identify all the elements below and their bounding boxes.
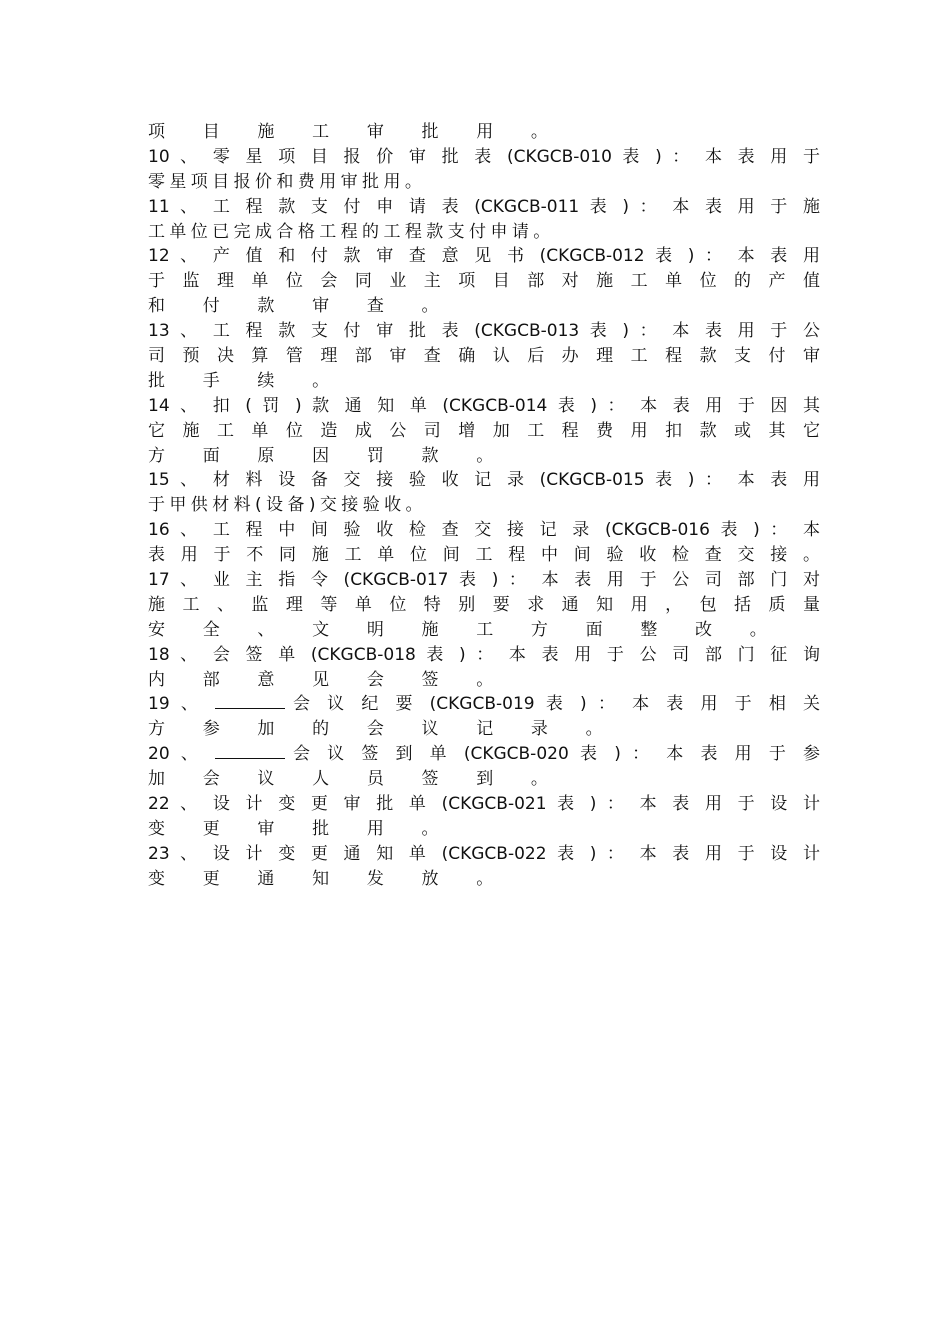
text-line bbox=[148, 767, 820, 792]
text-line bbox=[148, 394, 820, 419]
fill-in-blank bbox=[215, 742, 285, 759]
text-line bbox=[148, 244, 820, 269]
line-text: 变 更 通 知 发 放 。 bbox=[148, 868, 510, 889]
text-line bbox=[148, 493, 820, 518]
text-line bbox=[148, 643, 820, 668]
line-text: 方 参 加 的 会 议 记 录 。 bbox=[148, 719, 619, 740]
line-text: 18 、 会 签 单 (CKGCB-018 表 ) ： 本 表 用 于 公 司 部 门 征 询 bbox=[148, 644, 820, 665]
line-text: 15 、 材 料 设 备 交 接 验 收 记 录 (CKGCB-015 表 ) ： 本 表 用 bbox=[148, 470, 820, 491]
line-text: 13 、 工 程 款 支 付 审 批 表 (CKGCB-013 表 ) ： 本 表 用 于 公 bbox=[148, 321, 820, 342]
line-text: 批 手 续 。 bbox=[148, 370, 346, 391]
text-line bbox=[148, 468, 820, 493]
text-line bbox=[148, 294, 820, 319]
document-body bbox=[148, 120, 820, 892]
line-text: 表 用 于 不 同 施 工 单 位 间 工 程 中 间 验 收 检 查 交 接 。 bbox=[148, 545, 820, 566]
text-line bbox=[148, 269, 820, 294]
text-line bbox=[148, 742, 820, 767]
line-text: 安 全 、 文 明 施 工 方 面 整 改 。 bbox=[148, 619, 783, 640]
line-text: 16 、 工 程 中 间 验 收 检 查 交 接 记 录 (CKGCB-016 表 ) ： 本 bbox=[148, 520, 820, 541]
line-text: 它 施 工 单 位 造 成 公 司 增 加 工 程 费 用 扣 款 或 其 它 bbox=[148, 420, 820, 441]
line-text: 工 单 位 已 完 成 合 格 工 程 的 工 程 款 支 付 申 请 。 bbox=[148, 221, 550, 242]
line-text: 10 、 零 星 项 目 报 价 审 批 表 (CKGCB-010 表 ) ： 本 表 用 于 bbox=[148, 146, 820, 167]
text-line bbox=[148, 717, 820, 742]
text-line bbox=[148, 369, 820, 394]
text-line bbox=[148, 319, 820, 344]
text-line bbox=[148, 170, 820, 195]
text-line bbox=[148, 444, 820, 469]
text-line bbox=[148, 145, 820, 170]
fill-in-blank bbox=[215, 692, 285, 709]
text-line bbox=[148, 344, 820, 369]
line-text: 14 、 扣 ( 罚 ) 款 通 知 单 (CKGCB-014 表 ) ： 本 表 用 于 因 其 bbox=[148, 395, 820, 416]
line-text: 于 监 理 单 位 会 同 业 主 项 目 部 对 施 工 单 位 的 产 值 bbox=[148, 271, 820, 292]
text-line bbox=[148, 195, 820, 220]
text-line bbox=[148, 817, 820, 842]
item-number: 20 、 bbox=[148, 744, 216, 765]
text-line bbox=[148, 692, 820, 717]
line-text: 23 、 设 计 变 更 通 知 单 (CKGCB-022 表 ) ： 本 表 用 于 设 计 bbox=[148, 843, 820, 864]
text-line bbox=[148, 842, 820, 867]
line-text: 于 甲 供 材 料 ( 设 备 ) 交 接 验 收 。 bbox=[148, 495, 423, 516]
line-text: 变 更 审 批 用 。 bbox=[148, 818, 455, 839]
line-text: 内 部 意 见 会 签 。 bbox=[148, 669, 510, 690]
line-text: 22 、 设 计 变 更 审 批 单 (CKGCB-021 表 ) ： 本 表 用 于 设 计 bbox=[148, 794, 820, 815]
line-text: 施 工 、 监 理 等 单 位 特 别 要 求 通 知 用 ， 包 括 质 量 bbox=[148, 594, 820, 615]
text-line bbox=[148, 668, 820, 693]
line-text: 加 会 议 人 员 签 到 。 bbox=[148, 769, 565, 790]
line-text: 项 目 施 工 审 批 用 。 bbox=[148, 122, 565, 142]
text-line bbox=[148, 792, 820, 817]
text-line bbox=[148, 618, 820, 643]
item-number: 19 、 bbox=[148, 694, 216, 715]
line-text: 会 议 纪 要 (CKGCB-019 表 ) ： 本 表 用 于 相 关 bbox=[287, 694, 820, 715]
text-line bbox=[148, 568, 820, 593]
text-line bbox=[148, 220, 820, 245]
text-line bbox=[148, 120, 820, 145]
text-line bbox=[148, 867, 820, 892]
text-line bbox=[148, 593, 820, 618]
line-text: 零 星 项 目 报 价 和 费 用 审 批 用 。 bbox=[148, 171, 422, 192]
line-text: 会 议 签 到 单 (CKGCB-020 表 ) ： 本 表 用 于 参 bbox=[287, 744, 820, 765]
line-text: 方 面 原 因 罚 款 。 bbox=[148, 445, 510, 466]
line-text: 12 、 产 值 和 付 款 审 查 意 见 书 (CKGCB-012 表 ) ： 本 表 用 bbox=[148, 246, 820, 267]
line-text: 17 、 业 主 指 令 (CKGCB-017 表 ) ： 本 表 用 于 公 司 部 门 对 bbox=[148, 570, 820, 591]
text-line bbox=[148, 419, 820, 444]
line-text: 和 付 款 审 查 。 bbox=[148, 296, 455, 317]
line-text: 司 预 决 算 管 理 部 审 查 确 认 后 办 理 工 程 款 支 付 审 bbox=[148, 346, 820, 367]
line-text: 11 、 工 程 款 支 付 申 请 表 (CKGCB-011 表 ) ： 本 表 用 于 施 bbox=[148, 196, 820, 217]
text-line bbox=[148, 543, 820, 568]
text-line bbox=[148, 518, 820, 543]
